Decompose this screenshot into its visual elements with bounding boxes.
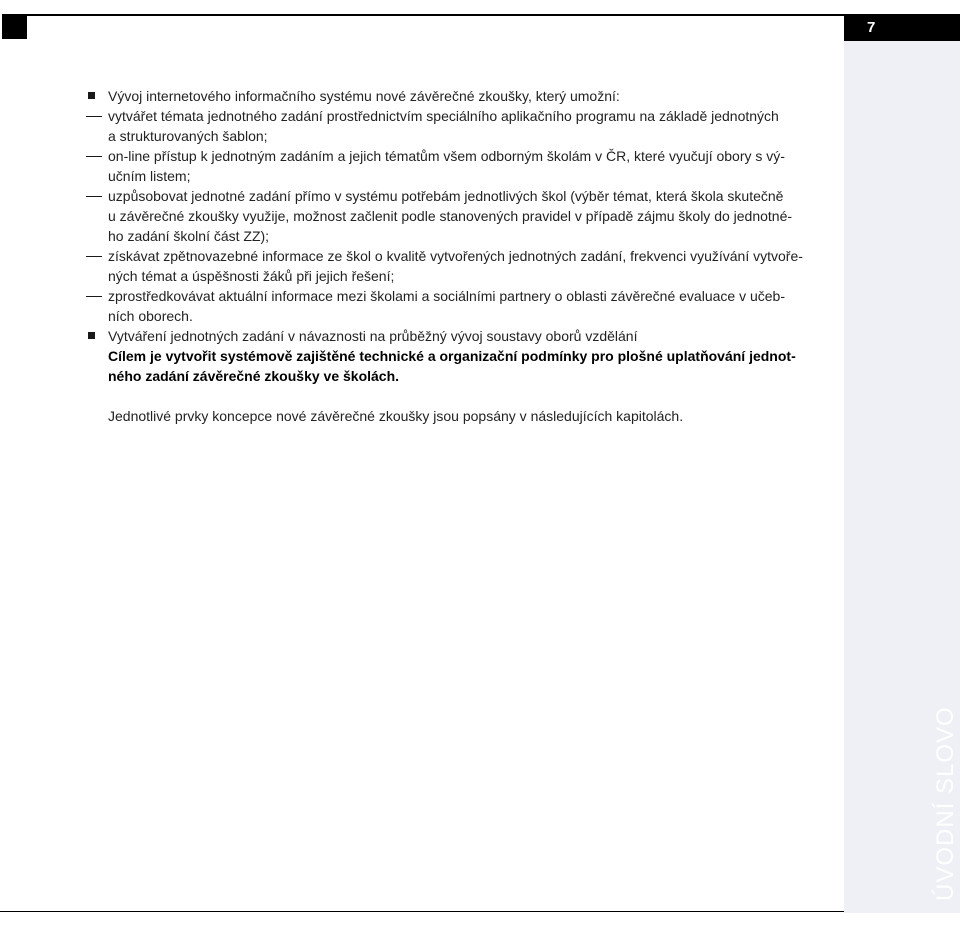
- list-item: on-line přístup k jednotným zadáním a jejich tématům všem odborným školám v ČR, které vyučují obory s vý-: [86, 146, 820, 166]
- header-corner-block: [2, 14, 27, 39]
- list-item-continuation: ných témat a úspěšnosti žáků při jejich řešení;: [108, 268, 395, 284]
- list-item: získávat zpětnovazebné informace ze škol o kvalitě vytvořených jednotných zadání, frekvenci využívání vytvoře-: [86, 246, 820, 266]
- goal-statement-continuation: ného zadání závěrečné zkoušky ve školách.: [108, 368, 400, 384]
- page-number-box: [844, 14, 960, 41]
- closing-paragraph: Jednotlivé prvky koncepce nové závěrečné zkoušky jsou popsány v následujících kapitolách.: [108, 408, 684, 424]
- list-item: Vytváření jednotných zadání v návaznosti na průběžný vývoj soustavy oborů vzdělání: [86, 326, 820, 346]
- list-item-continuation: ho zadání školní část ZZ);: [108, 228, 270, 244]
- page-number: 7: [867, 19, 876, 36]
- footer-rule: [0, 911, 844, 912]
- list-item-continuation: a strukturovaných šablon;: [108, 128, 268, 144]
- list-item: vytvářet témata jednotného zadání prostřednictvím speciálního aplikačního programu na základě jednotných: [86, 106, 820, 126]
- header-rule: [27, 14, 844, 16]
- goal-statement: Cílem je vytvořit systémově zajištěné technické a organizační podmínky pro plošné uplatňování jednot-: [108, 348, 796, 364]
- list-item-continuation: učním listem;: [108, 168, 191, 184]
- body-text: [86, 86, 820, 426]
- list-item-continuation: u závěrečné zkoušky využije, možnost začlenit podle stanovených pravidel v případě zájmu školy do jednotné-: [108, 208, 793, 224]
- list-item: zprostředkovávat aktuální informace mezi školami a sociálními partnery o oblasti závěrečné evaluace v učeb-: [86, 286, 820, 306]
- section-title-vertical: ÚVODNÍ SLOVO: [932, 706, 959, 901]
- list-item-continuation: ních oborech.: [108, 308, 193, 324]
- list-item: Vývoj internetového informačního systému nové závěrečné zkoušky, který umožní:: [86, 86, 820, 106]
- list-item: uzpůsobovat jednotné zadání přímo v systému potřebám jednotlivých škol (výběr témat, která škola skutečně: [86, 186, 820, 206]
